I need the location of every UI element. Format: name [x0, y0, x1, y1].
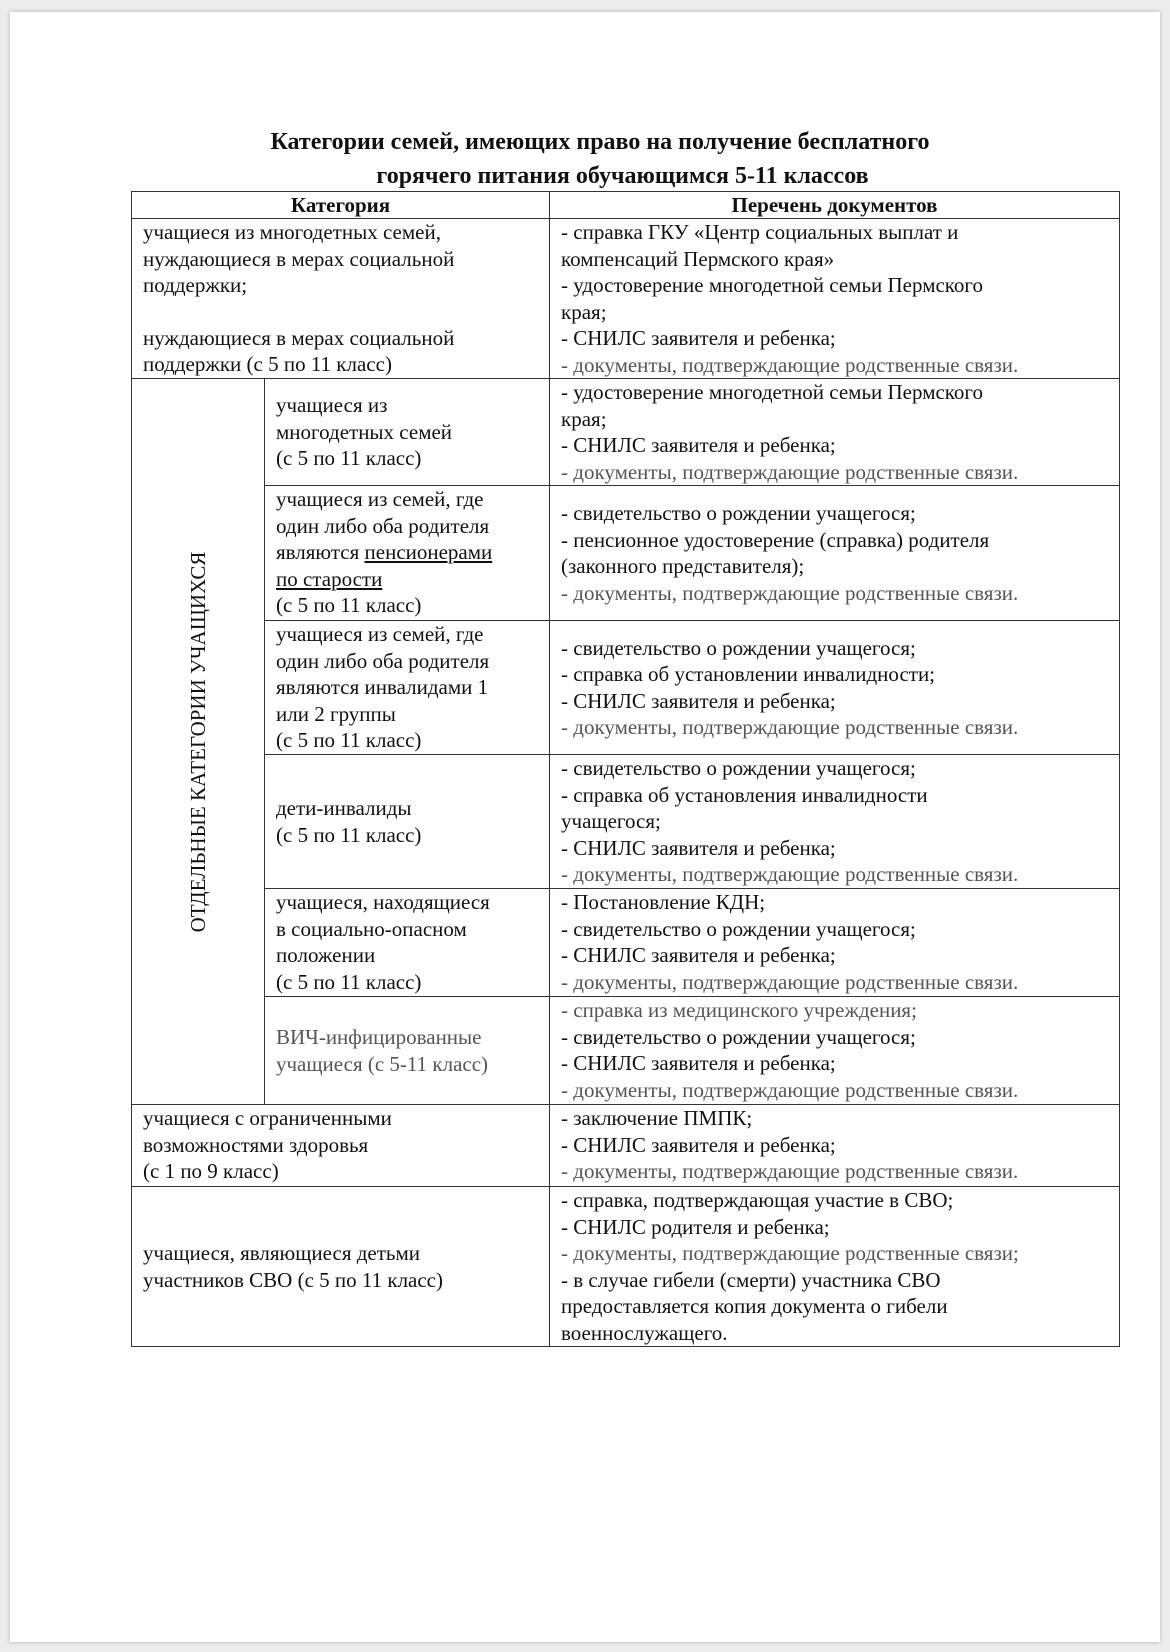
cell-line: или 2 группы	[276, 701, 396, 726]
cell-line: являются пенсионерами	[276, 540, 493, 564]
table-row	[132, 1187, 1120, 1347]
cell-line: учащиеся, являющиеся детьми	[143, 1241, 421, 1265]
cell-line: - свидетельство о рождении учащегося;	[561, 1024, 916, 1049]
cell-line: (с 5 по 11 класс)	[276, 593, 422, 617]
category-cell	[265, 889, 550, 997]
table-row	[132, 889, 1120, 997]
pensioners-underlined: пенсионерами	[364, 540, 493, 564]
cell-line: положении	[276, 943, 376, 967]
cell-line: - заключение ПМПК;	[561, 1106, 753, 1130]
table-row	[132, 219, 1120, 379]
documents-cell	[550, 486, 1120, 621]
cell-line: - СНИЛС заявителя и ребенка;	[561, 326, 836, 350]
cell-line: - Постановление КДН;	[561, 890, 766, 914]
cell-line: - СНИЛС родителя и ребенка;	[561, 1214, 830, 1239]
header-documents: Перечень документов	[550, 192, 1120, 219]
cell-line: - удостоверение многодетной семьи Пермского	[561, 380, 984, 404]
cell-line: военнослужащего.	[561, 1320, 728, 1345]
cell-line: учащегося;	[561, 809, 661, 833]
document-page	[10, 12, 1160, 1642]
documents-cell	[550, 889, 1120, 997]
cell-line: - свидетельство о рождении учащегося;	[561, 916, 916, 941]
cell-line: (законного представителя);	[561, 554, 805, 578]
categories-table	[131, 191, 1120, 1347]
cell-line: один либо оба родителя	[276, 648, 490, 673]
cell-line: - документы, подтверждающие родственные связи.	[561, 1077, 1019, 1102]
table-row	[132, 486, 1120, 621]
cell-line: учащиеся из	[276, 393, 388, 418]
cell-line: поддержки (с 5 по 11 класс)	[143, 352, 392, 376]
cell-line: учащиеся из многодетных семей,	[143, 220, 441, 244]
category-cell	[132, 1187, 550, 1347]
documents-cell	[550, 621, 1120, 755]
cell-line: - документы, подтверждающие родственные связи.	[561, 715, 1019, 739]
cell-line: - документы, подтверждающие родственные связи.	[561, 862, 1019, 886]
cell-line: - СНИЛС заявителя и ребенка;	[561, 835, 836, 860]
cell-line: - свидетельство о рождении учащегося;	[561, 501, 916, 525]
group-label-cell	[132, 379, 265, 1105]
cell-line: - справка, подтверждающая участие в СВО;	[561, 1188, 954, 1212]
cell-line: - документы, подтверждающие родственные связи.	[561, 352, 1019, 377]
cell-line: нуждающиеся в мерах социальной	[143, 246, 455, 271]
cell-line: учащиеся (с 5-11 класс)	[276, 1051, 489, 1076]
table-header-row	[132, 192, 1120, 219]
cell-line: (с 5 по 11 класс)	[276, 728, 422, 752]
cell-line: участников СВО (с 5 по 11 класс)	[143, 1267, 443, 1292]
cell-line: - документы, подтверждающие родственные связи.	[561, 459, 1019, 484]
documents-cell	[550, 997, 1120, 1105]
header-category: Категория	[132, 192, 550, 219]
document-title	[10, 125, 1160, 193]
cell-line: учащиеся из семей, где	[276, 622, 484, 646]
table-row	[132, 379, 1120, 486]
documents-cell	[550, 379, 1120, 486]
category-cell	[265, 755, 550, 889]
cell-line: - справка из медицинского учреждения;	[561, 998, 917, 1022]
cell-line: - справка ГКУ «Центр социальных выплат и	[561, 220, 959, 244]
cell-line: нуждающиеся в мерах социальной	[143, 325, 455, 350]
cell-line: предоставляется копия документа о гибели	[561, 1294, 948, 1318]
cell-line: - пенсионное удостоверение (справка) родителя	[561, 527, 990, 552]
cell-line: - СНИЛС заявителя и ребенка;	[561, 688, 836, 713]
cell-line: (с 5 по 11 класс)	[276, 969, 422, 994]
cell-line: в социально-опасном	[276, 916, 467, 941]
cell-line: - свидетельство о рождении учащегося;	[561, 756, 916, 780]
cell-line: являются инвалидами 1	[276, 675, 489, 699]
cell-line: компенсаций Пермского края»	[561, 246, 835, 271]
cell-line: (с 5 по 11 класс)	[276, 446, 422, 471]
cell-line: (с 5 по 11 класс)	[276, 822, 422, 847]
cell-line: учащиеся с ограниченными	[143, 1106, 392, 1130]
cell-line: - документы, подтверждающие родственные связи.	[561, 1159, 1019, 1183]
cell-line: - документы, подтверждающие родственные связи.	[561, 969, 1019, 994]
cell-line: - документы, подтверждающие родственные связи;	[561, 1241, 1019, 1265]
cell-line: края;	[561, 299, 607, 324]
cell-line: дети-инвалиды	[276, 796, 412, 820]
cell-line: возможностями здоровья	[143, 1132, 369, 1157]
cell-line: по старости	[276, 566, 383, 591]
cell-line: один либо оба родителя	[276, 513, 490, 538]
cell-line: - удостоверение многодетной семьи Пермского	[561, 273, 984, 297]
cell-line: - справка об установления инвалидности	[561, 782, 928, 807]
cell-line: - справка об установлении инвалидности;	[561, 662, 936, 686]
category-cell	[265, 486, 550, 621]
category-cell	[265, 379, 550, 486]
category-cell	[132, 1105, 550, 1187]
cell-line: - в случае гибели (смерти) участника СВО	[561, 1267, 941, 1292]
documents-cell	[550, 1187, 1120, 1347]
category-cell	[265, 621, 550, 755]
cell-line: края;	[561, 406, 607, 431]
category-cell	[132, 219, 550, 379]
cell-line: поддержки;	[143, 273, 248, 297]
table-row	[132, 997, 1120, 1105]
title-line-2: горячего питания обучающимся 5-11 классов	[376, 163, 869, 189]
cell-line: учащиеся из семей, где	[276, 487, 484, 511]
cell-line: - СНИЛС заявителя и ребенка;	[561, 943, 836, 967]
table-row	[132, 755, 1120, 889]
cell-line: ВИЧ-инфицированные	[276, 1025, 482, 1049]
cell-line: многодетных семей	[276, 419, 453, 444]
documents-cell	[550, 219, 1120, 379]
cell-line: (с 1 по 9 класс)	[143, 1159, 279, 1183]
title-line-1: Категории семей, имеющих право на получение бесплатного	[270, 129, 930, 155]
group-label: ОТДЕЛЬНЫЕ КАТЕГОРИИ УЧАЩИХСЯ	[185, 551, 210, 932]
documents-cell	[550, 755, 1120, 889]
cell-line: - свидетельство о рождении учащегося;	[561, 635, 916, 660]
cell-line: - СНИЛС заявителя и ребенка;	[561, 1132, 836, 1157]
cell-line: учащиеся, находящиеся	[276, 890, 490, 914]
cell-line: - СНИЛС заявителя и ребенка;	[561, 1051, 836, 1075]
table-row	[132, 621, 1120, 755]
category-cell	[265, 997, 550, 1105]
documents-cell	[550, 1105, 1120, 1187]
cell-line: - СНИЛС заявителя и ребенка;	[561, 433, 836, 457]
cell-line: - документы, подтверждающие родственные связи.	[561, 580, 1019, 605]
table-row	[132, 1105, 1120, 1187]
